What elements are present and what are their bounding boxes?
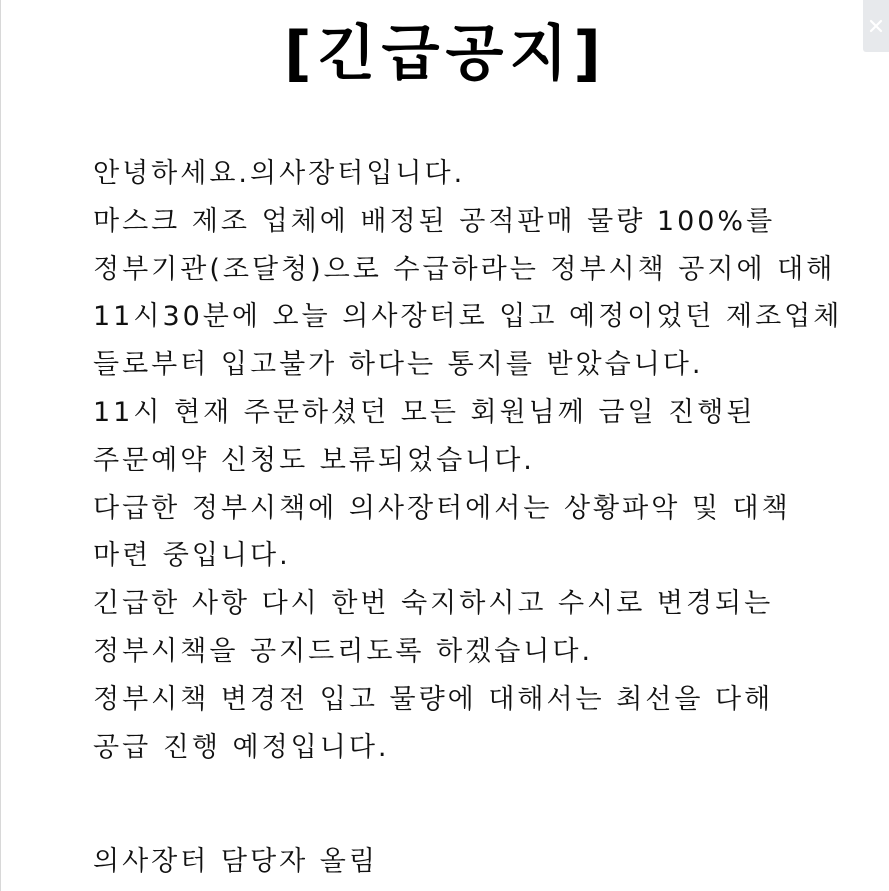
notice-line: 안녕하세요.의사장터입니다. (93, 158, 466, 189)
notice-line: 11시 현재 주문하셨던 모든 회원님께 금일 진행된 (93, 396, 756, 428)
notice-line: 마스크 제조 업체에 배정된 공적판매 물량 100%를 (93, 205, 776, 237)
notice-signature: 의사장터 담당자 올림 (93, 846, 378, 877)
notice-line: 들로부터 입고불가 하다는 통지를 받았습니다. (93, 349, 704, 381)
notice-line: 정부기관(조달청)으로 수급하라는 정부시책 공지에 대해 (93, 253, 836, 285)
notice-line: 정부시책을 공지드리도록 하겠습니다. (93, 635, 594, 667)
notice-line: 11시30분에 오늘 의사장터로 입고 예정이었던 제조업체 (93, 301, 843, 333)
notice-line: 마련 중입니다. (93, 540, 291, 572)
notice-line: 정부시책 변경전 입고 물량에 대해서는 최선을 다해 (93, 683, 774, 715)
notice-line: 다급한 정부시책에 의사장터에서는 상황파악 및 대책 (93, 492, 791, 524)
notice-body (93, 150, 842, 771)
notice-line: 공급 진행 예정입니다. (93, 731, 390, 763)
notice-title: [긴급공지] (284, 19, 607, 89)
notice-line: 긴급한 사항 다시 한번 숙지하시고 수시로 변경되는 (93, 588, 774, 620)
notice-line: 주문예약 신청도 보류되었습니다. (93, 444, 535, 476)
